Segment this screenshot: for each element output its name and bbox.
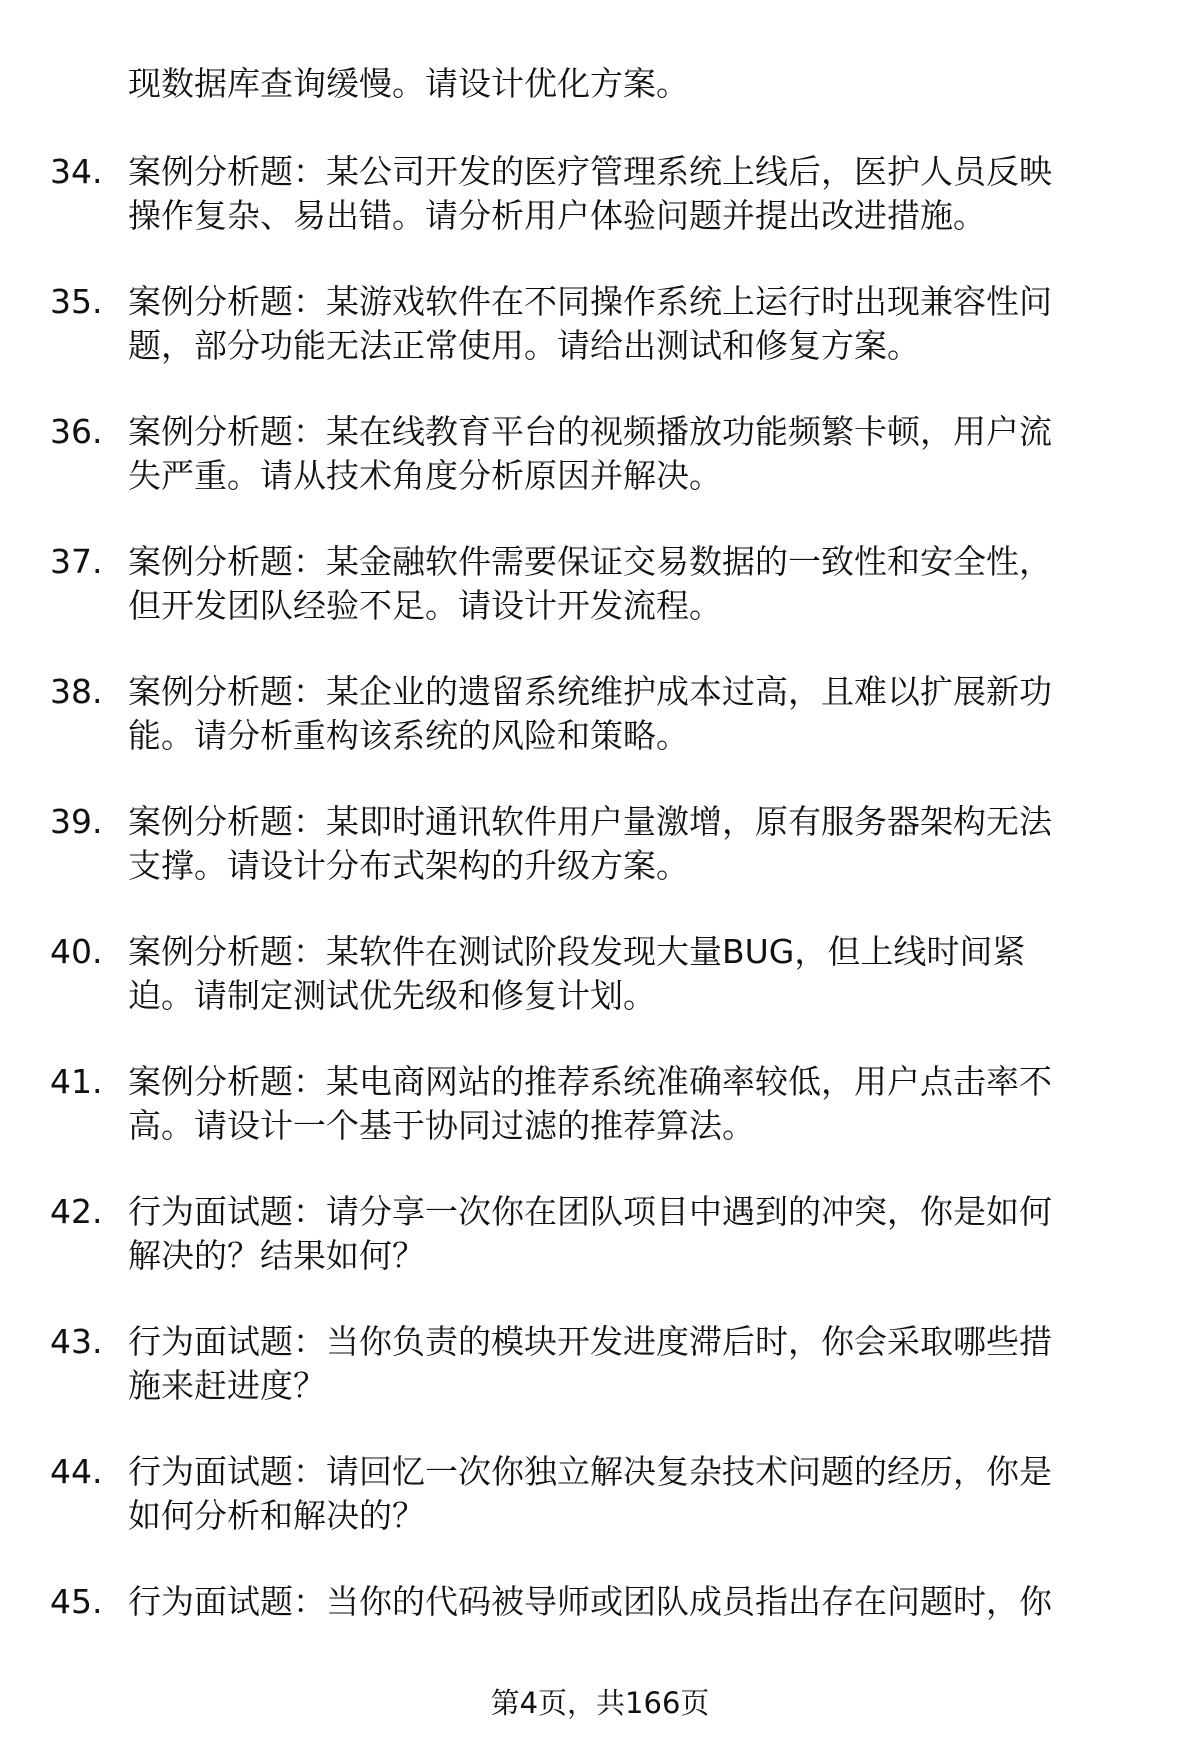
question-text: 案例分析题：某企业的遗留系统维护成本过高，且难以扩展新功 能。请分析重构该系统的风险和策略。 — [128, 672, 1052, 755]
question-number: 37. — [50, 542, 103, 581]
page-footer: 第4页，共166页 — [490, 1686, 710, 1720]
question-text: 案例分析题：某在线教育平台的视频播放功能频繁卡顿，用户流 失严重。请从技术角度分析原因并解决。 — [128, 412, 1052, 495]
question-item — [0, 930, 1200, 1060]
question-list — [0, 150, 1200, 1710]
question-number: 42. — [50, 1192, 103, 1231]
question-text: 案例分析题：某游戏软件在不同操作系统上运行时出现兼容性问 题，部分功能无法正常使用。请给出测试和修复方案。 — [128, 282, 1052, 365]
question-text: 案例分析题：某电商网站的推荐系统准确率较低，用户点击率不 高。请设计一个基于协同过滤的推荐算法。 — [128, 1062, 1052, 1145]
question-number: 44. — [50, 1452, 103, 1491]
question-item — [0, 800, 1200, 930]
question-text: 案例分析题：某金融软件需要保证交易数据的一致性和安全性， 但开发团队经验不足。请设计开发流程。 — [128, 542, 1052, 625]
question-text: 案例分析题：某即时通讯软件用户量激增，原有服务器架构无法 支撑。请设计分布式架构的升级方案。 — [128, 802, 1052, 885]
question-number: 35. — [50, 282, 103, 321]
question-text: 案例分析题：某公司开发的医疗管理系统上线后，医护人员反映 操作复杂、易出错。请分析用户体验问题并提出改进措施。 — [128, 152, 1052, 235]
question-item — [0, 150, 1200, 280]
question-item — [0, 1190, 1200, 1320]
question-text: 行为面试题：当你的代码被导师或团队成员指出存在问题时，你 — [128, 1582, 1052, 1621]
question-text: 行为面试题：请分享一次你在团队项目中遇到的冲突，你是如何 解决的？结果如何？ — [128, 1192, 1052, 1275]
question-number: 38. — [50, 672, 103, 711]
continuation-text: 现数据库查询缓慢。请设计优化方案。 — [128, 64, 689, 103]
question-text: 案例分析题：某软件在测试阶段发现大量BUG，但上线时间紧 迫。请制定测试优先级和修复计划。 — [128, 932, 1026, 1015]
question-number: 41. — [50, 1062, 103, 1101]
question-item — [0, 1450, 1200, 1580]
question-item — [0, 1320, 1200, 1450]
question-item — [0, 540, 1200, 670]
question-number: 36. — [50, 412, 103, 451]
question-item — [0, 410, 1200, 540]
question-number: 39. — [50, 802, 103, 841]
question-text: 行为面试题：请回忆一次你独立解决复杂技术问题的经历，你是 如何分析和解决的？ — [128, 1452, 1052, 1535]
question-text: 行为面试题：当你负责的模块开发进度滞后时，你会采取哪些措 施来赶进度？ — [128, 1322, 1052, 1405]
question-number: 45. — [50, 1582, 103, 1621]
question-item — [0, 1060, 1200, 1190]
question-item — [0, 670, 1200, 800]
question-number: 40. — [50, 932, 103, 971]
question-number: 43. — [50, 1322, 103, 1361]
question-item — [0, 280, 1200, 410]
question-number: 34. — [50, 152, 103, 191]
